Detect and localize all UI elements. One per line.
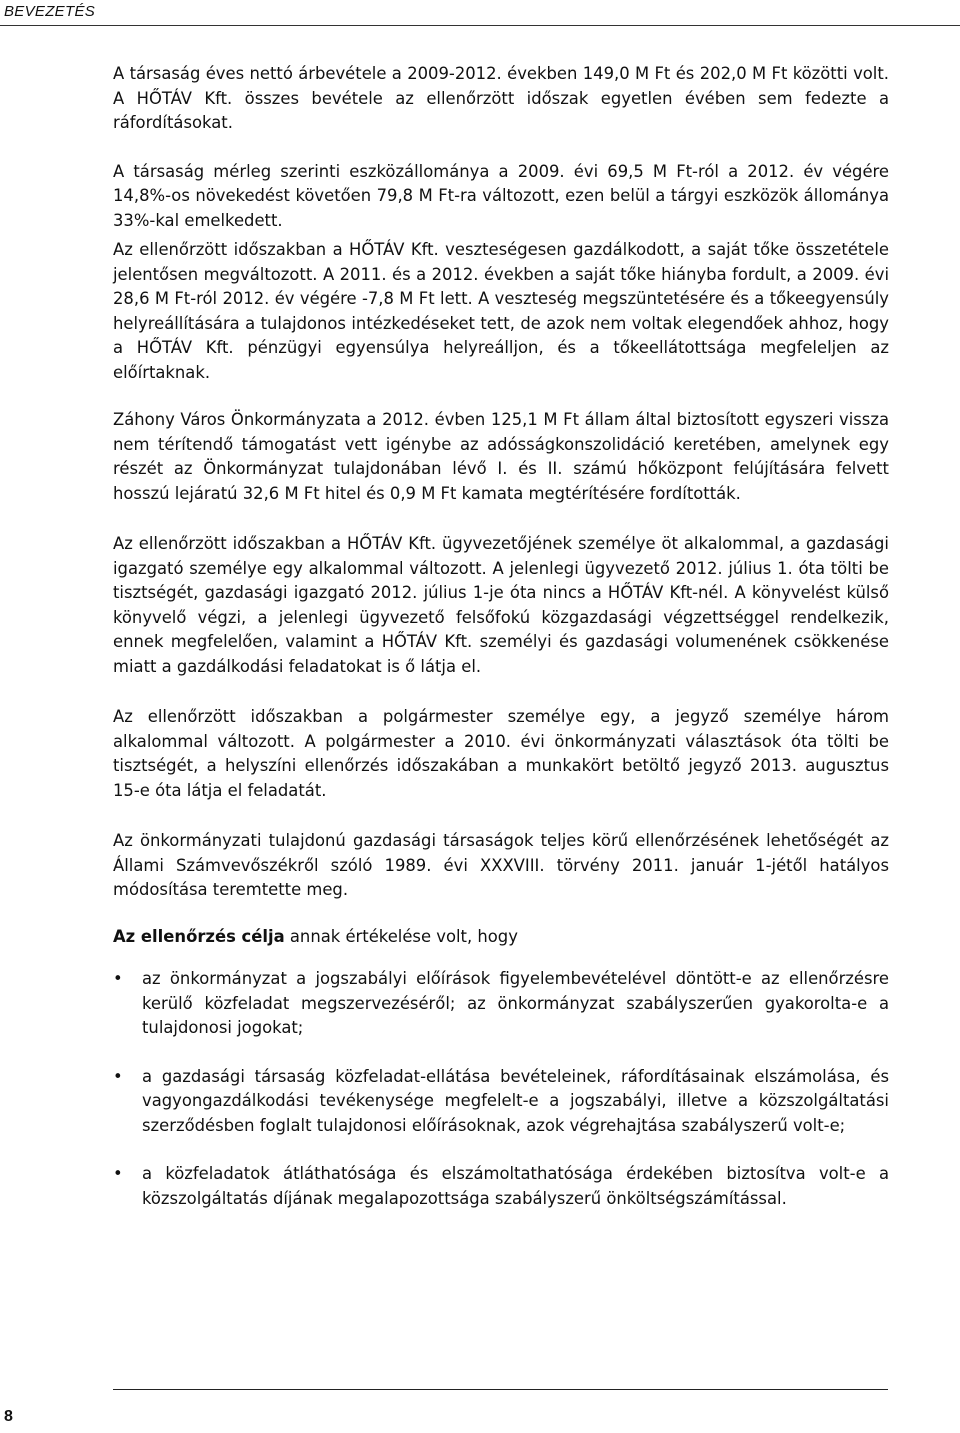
paragraph-management-changes: Az ellenőrzött időszakban a HŐTÁV Kft. ügyvezetőjének személye öt alkalommal, a gazdasági igazgató személye egy alkalommal változott. A jelenlegi ügyvezető 2012. július 1. óta tölti be tisztségét, gazdasági igazgató 2012. július 1-je óta nincs a HŐTÁV Kft-nél. A könyvelést külső könyvelő végzi, a jelenlegi ügyvezető felsőfokú közgazdasági végzettséggel rendelkezik, ennek megfelelően, valamint a HŐTÁV Kft. személyi és gazdasági volumenének csökkenése miatt a gazdálkodási feladatokat is ő látja el. — [113, 534, 889, 676]
list-item — [113, 1162, 889, 1211]
audit-goal-heading: Az ellenőrzés célja — [113, 926, 285, 946]
paragraph-revenue: A társaság éves nettó árbevétele a 2009-2012. években 149,0 M Ft és 202,0 M Ft közötti volt. A HŐTÁV Kft. összes bevétele az ellenőrzött időszak egyetlen évében sem fedezte a ráfordításokat. — [113, 64, 889, 132]
bullet-icon: • — [113, 969, 123, 988]
header-rule — [0, 25, 960, 26]
bullet-icon: • — [113, 1066, 123, 1086]
list-item-text: a közfeladatok átláthatósága és elszámoltathatósága érdekében biztosítva volt-e a közszolgáltatás díjának megalapozottsága szabályszerű önköltségszámítással. — [142, 1164, 889, 1208]
section-label: BEVEZETÉS — [4, 3, 96, 20]
paragraph-mayor-notary: Az ellenőrzött időszakban a polgármester személye egy, a jegyző személye három alkalommal változott. A polgármester a 2010. évi önkormányzati választások óta tölti be tisztségét, a helyszíni ellenőrzés időszakában a munkakört betöltő jegyző 2013. augusztus 15-e óta látja el feladatát. — [113, 707, 889, 800]
paragraph-municipal-support: Záhony Város Önkormányzata a 2012. évben 125,1 M Ft állam által biztosított egyszeri vissza nem térítendő támogatást vett igénybe az adósságkonszolidáció keretében, amelynek egy részét az Önkormányzat tulajdonában lévő I. és II. számú hőközpont felújítására felvett hosszú lejáratú 32,6 M Ft hitel és 0,9 M Ft kamata megtérítésére fordították. — [113, 410, 889, 503]
audit-goal-list — [113, 967, 889, 1211]
paragraph-equity: Az ellenőrzött időszakban a HŐTÁV Kft. veszteségesen gazdálkodott, a saját tőke összetétele jelentősen megváltozott. A 2011. és a 2012. években a saját tőke hiányba fordult, a 2009. évi 28,6 M Ft-ról 2012. év végére -7,8 M Ft lett. A veszteség megszüntetésére és a tőkeegyensúly helyreállítására a tulajdonos intézkedéseket tett, de azok nem voltak elegendőek ahhoz, hogy a HŐTÁV Kft. pénzügyi egyensúlya helyreálljon, és a tőkeellátottsága megfeleljen az előírtaknak. — [113, 240, 889, 382]
list-item — [113, 967, 889, 1041]
audit-goal-intro-text: annak értékelése volt, hogy — [284, 926, 518, 946]
page-number: 8 — [4, 1408, 13, 1425]
paragraph-legal-basis: Az önkormányzati tulajdonú gazdasági társaságok teljes körű ellenőrzésének lehetőségét az Állami Számvevőszékről szóló 1989. évi XXXVIII. törvény 2011. január 1-jétől hatályos módosítása teremtette meg. — [113, 831, 889, 899]
list-item-text: az önkormányzat a jogszabályi előírások figyelembevételével döntött-e az ellenőrzésre kerülő közfeladat megszervezéséről; az önkormányzat szabályszerűen gyakorolta-e a tulajdonosi jogokat; — [142, 969, 889, 1037]
body-text — [113, 62, 889, 1235]
list-item-text: a gazdasági társaság közfeladat-ellátása bevételeinek, ráfordításainak elszámolása, és vagyongazdálkodási tevékenysége megfelelt-e a jogszabályi, illetve a közszolgáltatási szerződésben foglalt tulajdonosi előírásoknak, azok végrehajtása szabályszerű volt-e; — [142, 1066, 889, 1135]
paragraph-assets: A társaság mérleg szerinti eszközállománya a 2009. évi 69,5 M Ft-ról a 2012. év végére 14,8%-os növekedést követően 79,8 M Ft-ra változott, ezen belül a tárgyi eszközök állománya 33%-kal emelkedett. — [113, 161, 889, 230]
footer-rule — [113, 1389, 888, 1390]
audit-goal-intro — [113, 925, 889, 950]
bullet-icon: • — [113, 1164, 123, 1183]
list-item — [113, 1065, 889, 1139]
